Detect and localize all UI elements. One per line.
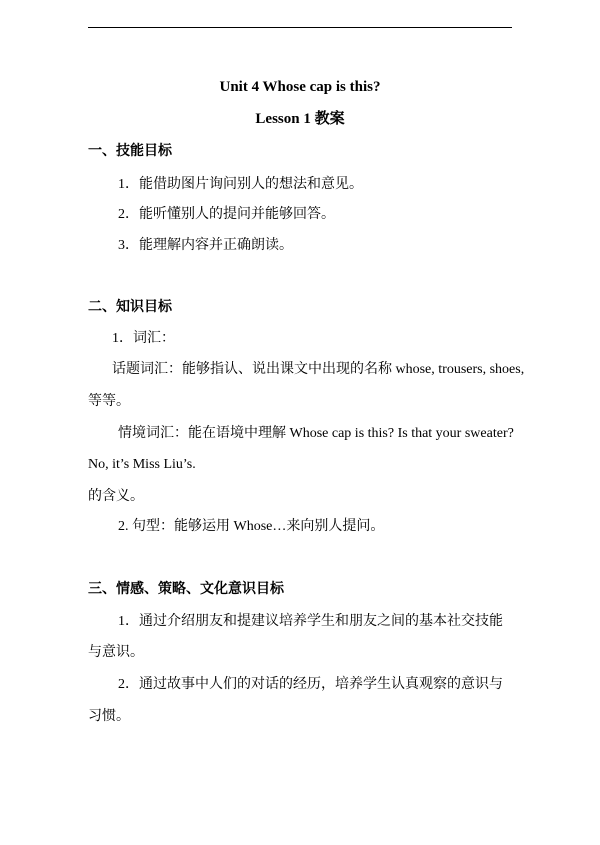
section-heading-culture: 三、情感、策略、文化意识目标	[88, 582, 284, 597]
section-heading-knowledge: 二、知识目标	[88, 300, 172, 315]
knowledge-context-vocab: 情境词汇：能在语境中理解 Whose cap is this? Is that your sweater?	[118, 426, 514, 441]
skills-item-3: 3．能理解内容并正确朗读。	[118, 238, 293, 253]
section-heading-skills: 一、技能目标	[88, 144, 172, 159]
document-subtitle: Lesson 1 教案	[255, 111, 345, 127]
culture-item-2: 2．通过故事中人们的对话的经历，培养学生认真观察的意识与	[118, 677, 503, 692]
culture-item-1-cont: 与意识。	[88, 645, 144, 660]
knowledge-topic-vocab-cont: 等等。	[88, 394, 130, 409]
knowledge-context-vocab-cont: No, it’s Miss Liu’s.	[88, 457, 196, 472]
culture-item-2-cont: 习惯。	[88, 709, 130, 724]
knowledge-context-meaning: 的含义。	[88, 489, 144, 504]
culture-item-1: 1．通过介绍朋友和提建议培养学生和朋友之间的基本社交技能	[118, 614, 503, 629]
document-title: Unit 4 Whose cap is this?	[219, 79, 381, 95]
knowledge-vocab-label: 1．词汇：	[112, 331, 175, 346]
knowledge-topic-vocab: 话题词汇：能够指认、说出课文中出现的名称 whose, trousers, shoes,	[112, 362, 525, 377]
skills-item-2: 2．能听懂别人的提问并能够回答。	[118, 207, 335, 222]
skills-item-1: 1．能借助图片询问别人的想法和意见。	[118, 177, 363, 192]
header-rule	[88, 27, 512, 28]
knowledge-sentence-pattern: 2. 句型：能够运用 Whose…来向别人提问。	[118, 519, 385, 534]
